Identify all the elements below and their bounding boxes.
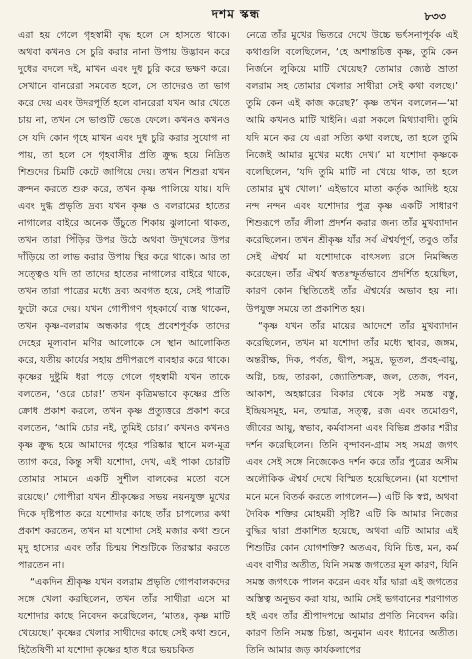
paragraph: “কৃষ্ণ যখন তাঁর মায়ের আদেশে তাঁর মুখব্যাদান করেছিলেন, তখন মা যশোদা তাঁর মধ্যে স্থাবর, জঙ্গম, অন্তরীক্ষ, দিক, পর্বত, দ্বীপ, সমুদ্র, ভূতল, প্রবহ-বায়ু, অগ্নি, চন্দ্র, তারকা, জ্যোতিশ্চক্র, জল, তেজ, পবন, আকাশ, অহঙ্কারের বিকার থেকে সৃষ্ট সমস্ত বস্তু, ইন্দ্রিয়সমূহ, মন, তন্মাত্র, সত্ত্ব, রজ এবং তমোগুণ, জীবের আয়ু, স্বভাব, কর্মবাসনা এবং বিভিন্ন প্রকার শরীর দর্শন করেছিলেন। তিনি বৃন্দাবন-গ্রাম সহ সমগ্র জগৎ এবং সেই সঙ্গে নিজেকেও দর্শন করে তাঁর পুত্রের অসীম অলৌকিক ঐশ্বর্য দেখে বিস্মিত হয়েছিলেন। (মা যশোদা মনে মনে বিতর্ক করতে লাগলেন—) এটি কি স্বপ্ন, অথবা দৈবিক শক্তির মোহময়ী সৃষ্টি? এটি কি আমার নিজের বুদ্ধির দ্বারা প্রকাশিত হয়েছে, অথবা এটি আমার এই শিশুটির কোন যোগশক্তি? অতএব, যিনি চিত্ত, মন, কর্ম এবং বাণীর অতীত, যিনি সমস্ত জগতের মূল কারণ, যিনি সমস্ত জগৎকে পালন করেন এবং যাঁর দ্বারা এই জগতের অস্তিত্ব অনুভব করা যায়, আমি সেই ভগবানের শরণাগত হই এবং তাঁর শ্রীপাদপদ্মে আমার প্রণতি নিবেদন করি। কারণ তিনি সমস্ত চিন্তা, অনুমান এবং ধ্যানের অতীত। তিনি আমার জড় কার্যকলাপের — [246, 320, 458, 657]
paragraph: এরা হয় গেলে গৃহস্বামী বৃদ্ধ হলে সে হাসতে থাকে। অথবা কখনও সে চুরি করার নানা উপায় উদ্ভাবন করে দুধের বদলে দই, মাখন এবং দুধ চুরি করে ভক্ষণ করে। সেখানে বানরেরা সমবেত হলে, সে তাদেরও তা ভাগ করে দেয় এবং উদরপূর্তি হলে বানরেরা যখন আর খেতে চায় না, তখন সে ভাণ্ডটি ভেঙে ফেলে। কখনও কখনও সে যদি কোন গৃহে মাখন এবং দুধ চুরি করার সুযোগ না পায়, তা হলে সে গৃহবাসীর প্রতি ক্রুদ্ধ হয়ে নিদ্রিত শিশুদের চিমটি কেটে জাগিয়ে দেয়। তখন শিশুরা যখন ক্রন্দন করতে শুরু করে, তখন কৃষ্ণ পালিয়ে যায়। যদি এবং দুগ্ধ প্রভৃতি দ্রব্য যখন কৃষ্ণ ও বলরামের হাতের নাগালের বাইরে অনেক উঁচুতে শিকায় ঝুলানো থাকত, তখন তারা পিঁড়ির উপর উঠে অথবা উদূখলের উপর দাঁড়িয়ে তা লাভ করার উপায় স্থির করে থাকে। আর তা সত্ত্বেও যদি তা তাদের হাতের নাগালের বাইরে থাকে, তখন তারা পাত্রের মধ্যে দ্রব্য অবগত হয়ে, সেই পাত্রটি ফুটো করে দেয়। যখন গোপীগণ গৃহকার্যে ব্যস্ত থাকেন, তখন কৃষ্ণ-বলরাম অন্ধকার গৃহে প্রবেশপূর্বক তাদের দেহের মূল্যবান মণির আলোকে সে স্থান আলোকিত করে, যতীয় কার্যের সহায় প্রদীপরূপে ব্যবহার করে থাকে। কৃষ্ণের দুষ্টুমি ধরা পড়ে গেলে গৃহস্বামী যখন তাকে বলতেন, ‘ওরে চোর!’ তখন কৃত্রিমভাবে কৃষ্ণের প্রতি ক্রোধ প্রকাশ করলে, তখন কৃষ্ণ প্রত্যুত্তরে প্রকাশ করে বলতেন, ‘আমি চোর নই, তুমিই চোর।’ কখনও কখনও কৃষ্ণ ক্রুদ্ধ হয়ে আমাদের গৃহের পরিষ্কার স্থানে মল-মূত্র ত্যাগ করে, কিন্তু সখী যশোদা, দেখ, এই পাকা চোরটি তোমার সামনে একটি সুশীল বালকের মতো বসে রয়েছে।’ গোপীরা যখন শ্রীকৃষ্ণের সভয় নয়নযুক্ত মুখের দিকে দৃষ্টিপাত করে যশোদার কাছে তাঁর চাপল্যের কথা প্রকাশ করতেন, তখন মা যশোদা সেই মজার কথা শুনে মৃদু হাস্যের এবং তাঁর চিন্ময় শিশুটিকে তিরস্কার করতে পারতেন না। — [18, 30, 230, 571]
right-column — [246, 27, 458, 657]
page-number: ৮৩৩ — [424, 10, 446, 23]
paragraph: “একদিন শ্রীকৃষ্ণ যখন বলরাম প্রভৃতি গোপবালকদের সঙ্গে খেলা করছিলেন, তখন তাঁর সাথীরা এসে মা যশোদার কাছে নিবেদন করেছিলেন, ‘মাতঃ, কৃষ্ণ মাটি খেয়েছে।’ কৃষ্ণের খেলার সাথীদের কাছে সেই কথা শুনে, হিতৈষিণী মা যশোদা কৃষ্ণের হাত ধরে ভয়চকিত — [18, 577, 230, 657]
section-title: দশম স্কন্ধ — [211, 7, 261, 21]
paragraph: নেত্রে তাঁর মুখের ভিতরে দেখে উচ্চে ভর্ৎসনাপূর্বক এই কথাগুলি বলেছিলেন, ‘হে অশান্তচিত্ত কৃষ্ণ, তুমি কেন নির্জনে লুকিয়ে মাটি খেয়েছ? তোমার জ্যেষ্ঠ ভ্রাতা বলরাম সহ তোমার খেলার সাথীরা সেই কথা বলছে।’ তুমি কেন এই কাজ করেছ?’ কৃষ্ণ তখন বললেন—‘মা আমি কখনও মাটি খাইনি। এরা সকলে মিথ্যাবাদী। তুমি যদি মনে কর যে এরা সত্যি কথা বলছে, তা হলে তুমি নিজেই আমার মুখের মধ্যে দেখ।’ মা যশোদা কৃষ্ণকে বলেছিলেন, ‘যদি তুমি মাটি না খেয়ে থাক, তা হলে তোমার মুখ খোল।’ এইভাবে মাতা কর্তৃক আদিষ্ট হয়ে নন্দ নন্দন এবং যশোদার পুত্র কৃষ্ণ একটি সাধারণ শিশুরূপে তাঁর লীলা প্রদর্শন করার জন্য তাঁর মুখব্যাদান করেছিলেন। তখন শ্রীকৃষ্ণ যাঁর সর্ব ঐশ্বর্যপূর্ণ, তবুও তাঁর সেই ঐশ্বর্য মা যশোদাকে বাৎসল্য রসে নিমজ্জিত করেছেন। তাঁর ঐশ্বর্য স্বতঃস্ফূর্তভাবে প্রদর্শিত হয়েছিল, কারণ কোন স্থিতিতেই তাঁর ঐশ্বর্যের অভাব হয় না। উপযুক্ত সময়ে তা প্রকাশিত হয়। — [246, 30, 458, 315]
text-columns — [18, 27, 458, 657]
page-header — [0, 4, 472, 24]
left-column — [18, 27, 230, 657]
